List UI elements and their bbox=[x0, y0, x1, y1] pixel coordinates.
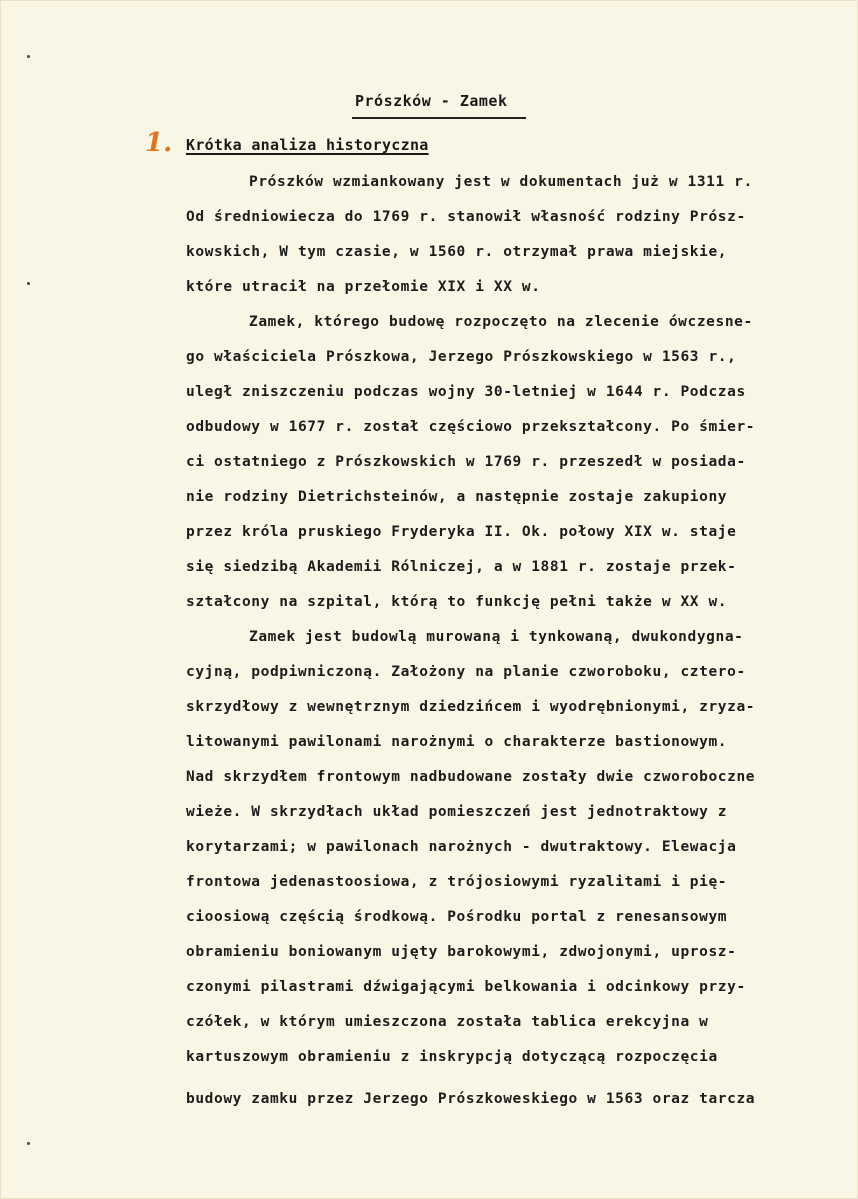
text-line: ształcony na szpital, którą to funkcję pełni także w XX w. bbox=[186, 594, 728, 610]
text-line: budowy zamku przez Jerzego Prószkoweskiego w 1563 oraz tarcza bbox=[186, 1091, 756, 1107]
text-line: ci ostatniego z Prószkowskich w 1769 r. przeszedł w posiada- bbox=[186, 454, 746, 470]
text-line: się siedzibą Akademii Rólniczej, a w 1881 r. zostaje przek- bbox=[186, 559, 737, 575]
text-line: czonymi pilastrami dźwigającymi belkowania i odcinkowy przy- bbox=[186, 979, 746, 995]
text-line: frontowa jedenastoosiowa, z trójosiowymi ryzalitami i pię- bbox=[186, 874, 728, 890]
title-underline bbox=[352, 117, 526, 119]
text-line: obramieniu boniowanym ujęty barokowymi, zdwojonymi, uprosz- bbox=[186, 944, 737, 960]
text-line: cyjną, podpiwniczoną. Założony na planie czworoboku, cztero- bbox=[186, 664, 746, 680]
text-line: Zamek jest budowlą murowaną i tynkowaną, dwukondygna- bbox=[249, 629, 744, 645]
text-line: Prószków wzmiankowany jest w dokumentach już w 1311 r. bbox=[249, 174, 753, 190]
text-line: go właściciela Prószkowa, Jerzego Prószkowskiego w 1563 r., bbox=[186, 349, 737, 365]
punch-hole-mark bbox=[27, 282, 30, 285]
text-line: wieże. W skrzydłach układ pomieszczeń jest jednotraktowy z bbox=[186, 804, 728, 820]
text-line: litowanymi pawilonami narożnymi o charakterze bastionowym. bbox=[186, 734, 728, 750]
text-line: skrzydłowy z wewnętrznym dziedzińcem i wyodrębnionymi, zryza- bbox=[186, 699, 756, 715]
section-heading: Krótka analiza historyczna bbox=[186, 136, 429, 154]
text-line: które utracił na przełomie XIX i XX w. bbox=[186, 279, 541, 295]
text-line: odbudowy w 1677 r. został częściowo przekształcony. Po śmier- bbox=[186, 419, 756, 435]
text-line: Nad skrzydłem frontowym nadbudowane zostały dwie czworoboczne bbox=[186, 769, 756, 785]
text-line: Od średniowiecza do 1769 r. stanowił własność rodziny Prósz- bbox=[186, 209, 746, 225]
text-line: kowskich, W tym czasie, w 1560 r. otrzymał prawa miejskie, bbox=[186, 244, 728, 260]
text-line: nie rodziny Dietrichsteinów, a następnie zostaje zakupiony bbox=[186, 489, 728, 505]
section-number: 1. bbox=[145, 128, 173, 158]
text-line: korytarzami; w pawilonach narożnych - dwutraktowy. Elewacja bbox=[186, 839, 737, 855]
punch-hole-mark bbox=[27, 55, 30, 58]
document-title: Prószków - Zamek bbox=[355, 92, 508, 110]
text-line: przez króla pruskiego Fryderyka II. Ok. połowy XIX w. staje bbox=[186, 524, 737, 540]
text-line: cioosiową częścią środkową. Pośrodku portal z renesansowym bbox=[186, 909, 728, 925]
text-line: uległ zniszczeniu podczas wojny 30-letniej w 1644 r. Podczas bbox=[186, 384, 746, 400]
text-line: Zamek, którego budowę rozpoczęto na zlecenie ówczesne- bbox=[249, 314, 753, 330]
text-line: czółek, w którym umieszczona została tablica erekcyjna w bbox=[186, 1014, 709, 1030]
punch-hole-mark bbox=[27, 1142, 30, 1145]
text-line: kartuszowym obramieniu z inskrypcją dotyczącą rozpoczęcia bbox=[186, 1049, 718, 1065]
